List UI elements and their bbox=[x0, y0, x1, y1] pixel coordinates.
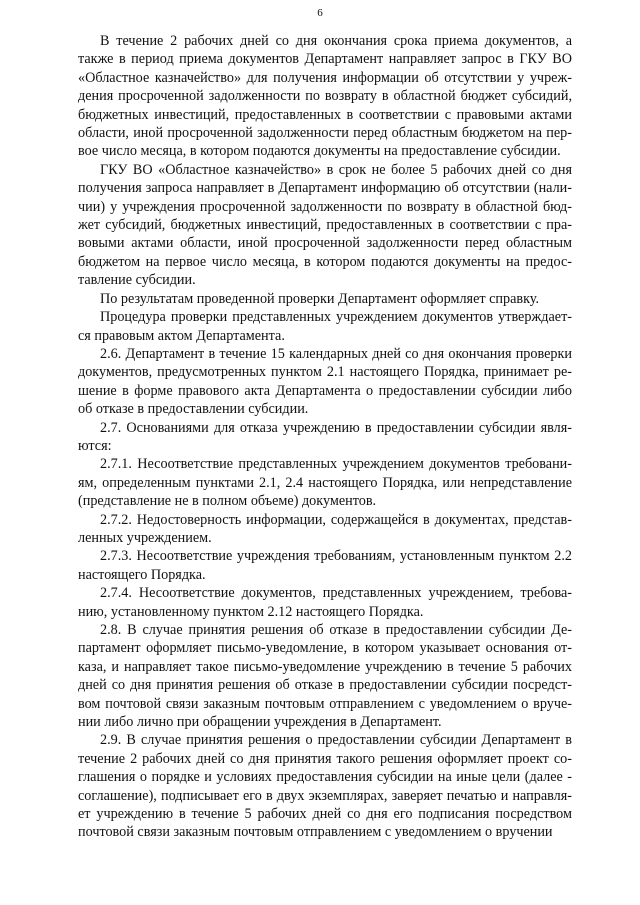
paragraph-treasury-request: В течение 2 рабочих дней со дня окончания срока приема документов, а также в период приема документов Департамент направляет запрос в ГКУ ВО «Областное казначейство» для получения информации об отсутствии у учреждения просроченной задолженности по возврату в областной бюджет субсидий, бюджетных инвестиций, предоставленных в соответствии с правовыми актами области, иной просроченной задолженности перед областным бюджетом на первое число месяца, в котором подаются документы на предоставление субсидии. bbox=[78, 33, 572, 160]
paragraph-check-certificate: По результатам проведенной проверки Департамент оформляет справку. bbox=[100, 290, 539, 307]
document-body bbox=[78, 32, 572, 842]
paragraph-2-7-3: 2.7.3. Несоответствие учреждения требованиям, установленным пунктом 2.2 настоящего Порядка. bbox=[78, 548, 572, 583]
paragraph-2-9: 2.9. В случае принятия решения о предоставлении субсидии Департамент в течение 2 рабочих дней со дня принятия такого решения оформляет проект соглашения о порядке и условиях предоставления субсидии на иные цели (далее - соглашение), подписывает его в двух экземплярах, заверяет печатью и направляет учреждению в течение 5 рабочих дней со дня его подписания посредством почтовой связи заказным почтовым отправлением с уведомлением о вручении bbox=[78, 732, 572, 841]
paragraph-2-7-1: 2.7.1. Несоответствие представленных учреждением документов требованиям, определенным пунктами 2.1, 2.4 настоящего Порядка, или непредставление (представление не в полном объеме) документов. bbox=[78, 456, 572, 510]
page-number: 6 bbox=[317, 7, 323, 19]
paragraph-treasury-response: ГКУ ВО «Областное казначейство» в срок не более 5 рабочих дней со дня получения запроса направляет в Департамент информацию об отсутствии (наличии) у учреждения просроченной задолженности по возврату в областной бюджет субсидий, бюджетных инвестиций, предоставленных в соответствии с правовыми актами области, иной просроченной задолженности перед областным бюджетом на первое число месяца, в котором подаются документы на предоставление субсидии. bbox=[78, 161, 572, 289]
paragraph-2-6: 2.6. Департамент в течение 15 календарных дней со дня окончания проверки документов, предусмотренных пунктом 2.1 настоящего Порядка, принимает решение в форме правового акта Департамента о предоставлении субсидии либо об отказе в предоставлении субсидии. bbox=[78, 345, 572, 418]
paragraph-2-8: 2.8. В случае принятия решения об отказе в предоставлении субсидии Департамент оформляет письмо-уведомление, в котором указывает основания отказа, и направляет такое письмо-уведомление учреждению в течение 5 рабочих дней со дня принятия решения об отказе в предоставлении субсидии посредством почтовой связи заказным почтовым отправлением с уведомлением о вручении либо лично при обращении учреждения в Департамент. bbox=[78, 622, 572, 731]
paragraph-2-7-4: 2.7.4. Несоответствие документов, представленных учреждением, требованию, установленному пунктом 2.12 настоящего Порядка. bbox=[78, 585, 572, 620]
paragraph-2-7: 2.7. Основаниями для отказа учреждению в предоставлении субсидии являются: bbox=[78, 419, 572, 454]
paragraph-check-procedure: Процедура проверки представленных учреждением документов утверждается правовым актом Департамента. bbox=[78, 309, 572, 344]
paragraph-2-7-2: 2.7.2. Недостоверность информации, содержащейся в документах, представленных учреждением. bbox=[78, 511, 572, 546]
